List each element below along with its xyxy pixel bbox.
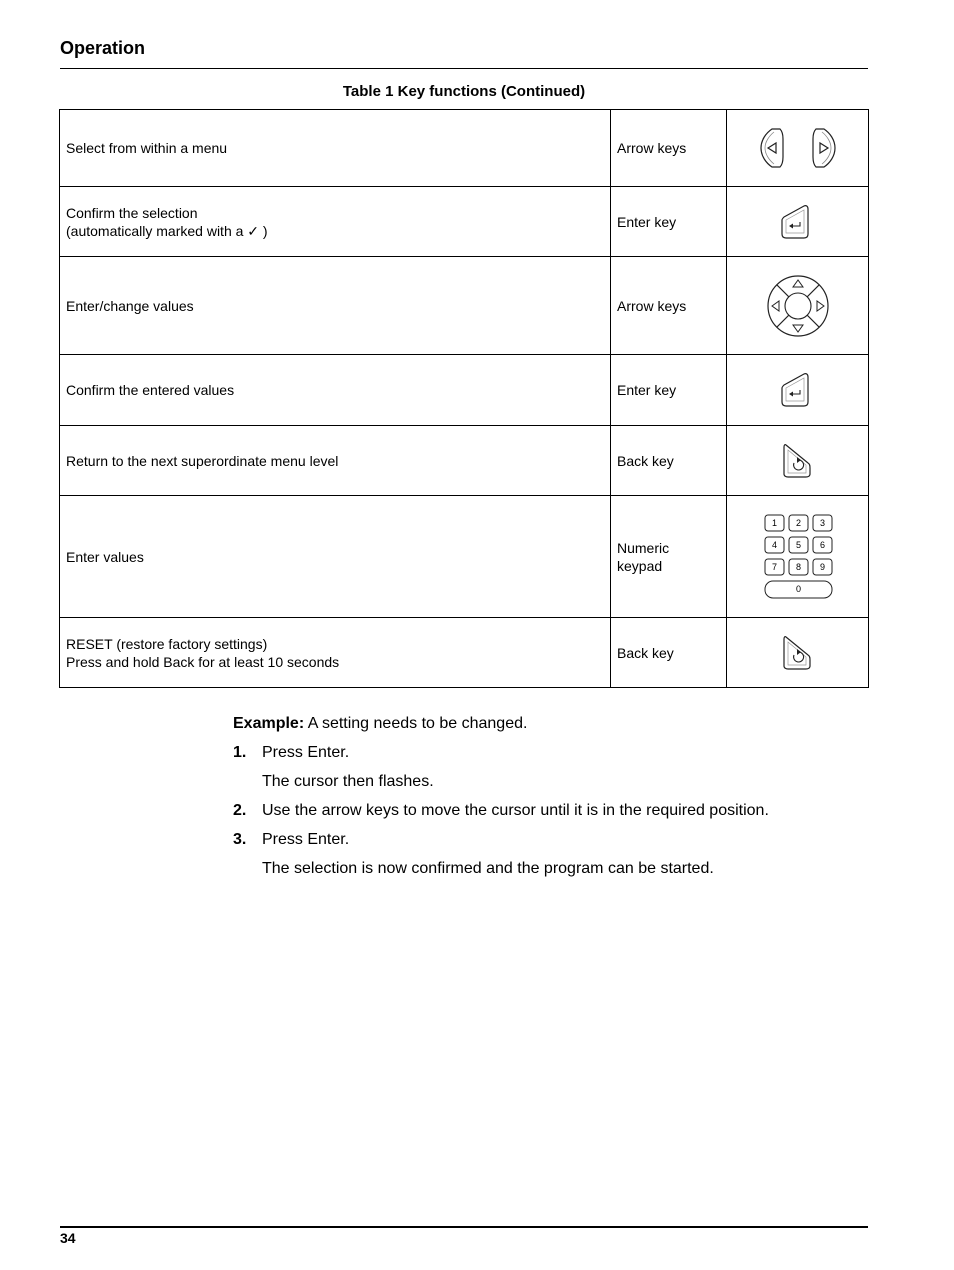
key-name: Back key (611, 426, 727, 496)
footer-divider (60, 1226, 868, 1228)
header-divider (60, 68, 868, 69)
key-name: Arrow keys (611, 257, 727, 355)
keypad-digit: 8 (795, 561, 801, 572)
keypad-digit: 6 (819, 539, 825, 550)
step-item: 2. Use the arrow keys to move the cursor until it is in the required position. (233, 802, 769, 819)
key-name: Enter key (611, 187, 727, 257)
keypad-digit: 5 (795, 539, 801, 550)
function-description: RESET (restore factory settings) Press and hold Back for at least 10 seconds (60, 618, 611, 688)
four-way-arrow-keys-icon (765, 273, 831, 339)
step-item: 1. Press Enter. (233, 744, 350, 761)
step-note: The cursor then flashes. (262, 773, 434, 790)
example-intro: Example: A setting needs to be changed. (233, 715, 528, 732)
table-row (60, 187, 869, 257)
step-note: The selection is now confirmed and the program can be started. (262, 860, 714, 877)
keypad-digit: 1 (771, 517, 777, 528)
enter-key-icon (778, 370, 818, 410)
function-description: Select from within a menu (60, 110, 611, 187)
function-description: Confirm the selection (automatically marked with a ✓ ) (60, 187, 611, 257)
keypad-digit: 4 (771, 539, 777, 550)
key-name: Back key (611, 618, 727, 688)
key-name: Numeric keypad (611, 496, 727, 618)
table-row (60, 110, 869, 187)
enter-key-icon (778, 202, 818, 242)
table-row (60, 355, 869, 426)
keypad-digit: 9 (819, 561, 825, 572)
example-section (233, 714, 873, 888)
function-description: Confirm the entered values (60, 355, 611, 426)
keypad-digit: 3 (819, 517, 825, 528)
keypad-digit: 2 (795, 517, 801, 528)
left-right-arrow-keys-icon (758, 125, 838, 171)
back-key-icon (778, 633, 818, 673)
back-key-icon (778, 441, 818, 481)
table-row (60, 257, 869, 355)
table-caption: Table 1 Key functions (Continued) (342, 83, 586, 100)
numeric-keypad-icon (762, 512, 834, 602)
table-row (60, 618, 869, 688)
step-item: 3. Press Enter. (233, 831, 350, 848)
key-name: Arrow keys (611, 110, 727, 187)
function-description: Enter/change values (60, 257, 611, 355)
page-number: 34 (60, 1230, 76, 1246)
keypad-digit: 7 (771, 561, 777, 572)
table-row (60, 496, 869, 618)
keypad-digit: 0 (795, 583, 801, 594)
function-description: Return to the next superordinate menu level (60, 426, 611, 496)
page-section-title: Operation (60, 38, 146, 58)
key-name: Enter key (611, 355, 727, 426)
table-row (60, 426, 869, 496)
key-functions-table (59, 109, 869, 688)
function-description: Enter values (60, 496, 611, 618)
